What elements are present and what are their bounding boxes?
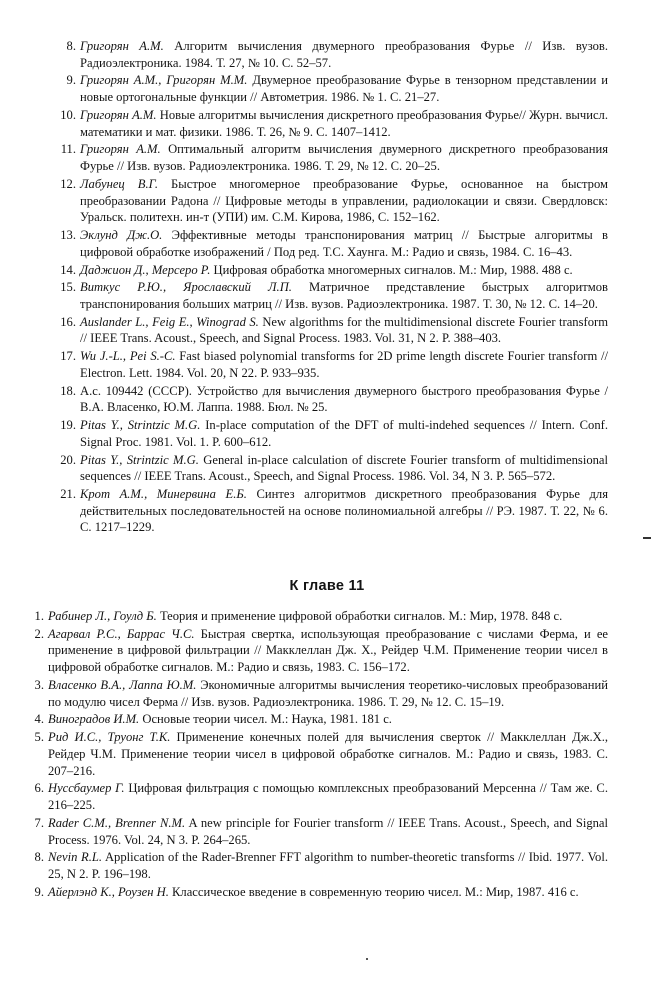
reference-authors: Крот А.М., Минервина Е.Б. — [80, 487, 247, 502]
reference-text: Эффективные методы транспонирования матриц // Быстрые алгоритмы в цифровой обработке изображений / Под ред. Т.С. Хаунга. М.: Радио и связь, 1984. С. 16–43. — [80, 228, 608, 259]
reference-item — [48, 107, 608, 140]
reference-number: 19. — [60, 418, 76, 433]
reference-item — [24, 815, 608, 848]
reference-number: 13. — [60, 228, 76, 243]
reference-body — [24, 729, 608, 779]
reference-body — [24, 780, 608, 813]
reference-number: 21. — [60, 487, 76, 502]
reference-item — [48, 348, 608, 381]
reference-body — [24, 711, 608, 728]
reference-item — [24, 780, 608, 813]
reference-authors: Григорян А.М. — [80, 142, 161, 157]
reference-authors: Власенко В.А., Лаппа Ю.М. — [48, 677, 197, 692]
reference-text: Fast biased polynomial transforms for 2D prime length discrete Fourier transform // Electron. Lett. 1984. Vol. 20, N 22. P. 933–935. — [80, 349, 608, 380]
reference-text: Быстрое многомерное преобразование Фурье, основанное на быстром преобразовании Радона // Цифровые методы в управлении, радиолокации и связи. Свердловск: Уральск. политехн. ин-т (УПИ) им. С.М. Кирова, 1986, С. 152–162. — [80, 176, 608, 225]
reference-item — [24, 884, 608, 901]
reference-text: A new principle for Fourier transform // IEEE Trans. Acoust., Speech, and Signal Process. 1976. Vol. 24, N 3. P. 264–265. — [48, 815, 609, 847]
reference-text: Быстрая свертка, использующая преобразование с числами Ферма, и ее применение в цифровой фильтрации // Макклеллан Дж. Х., Рейдер Ч.М. Применение теории чисел в цифровой обработке сигналов. М.: Радио и связь, 1983. С. 156–172. — [48, 626, 608, 675]
reference-number: 15. — [60, 280, 76, 295]
reference-item — [24, 626, 608, 676]
reference-body — [24, 626, 608, 676]
reference-number: 16. — [60, 314, 76, 329]
reference-number: 4. — [34, 712, 44, 727]
reference-authors: Wu J.-L., Pei S.-C. — [80, 349, 176, 364]
reference-item — [24, 608, 608, 625]
reference-item — [48, 452, 608, 485]
reference-item — [48, 314, 608, 347]
reference-item — [24, 849, 608, 882]
reference-authors: Виткус Р.Ю., Ярославский Л.П. — [80, 280, 292, 295]
reference-item — [48, 176, 608, 226]
reference-number: 14. — [60, 262, 76, 277]
reference-body — [24, 815, 608, 848]
reference-number: 18. — [60, 383, 76, 398]
reference-authors: Эклунд Дж.О. — [80, 228, 163, 243]
reference-number: 6. — [34, 781, 44, 796]
reference-text: Application of the Rader-Brenner FFT algorithm to number-theoretic transforms // Ibid. 1977. Vol. 25, N 2. P. 196–198. — [48, 850, 608, 881]
reference-authors: Pitas Y., Strintzic M.G. — [80, 418, 201, 433]
reference-number: 9. — [34, 884, 44, 899]
reference-item — [24, 729, 608, 779]
reference-number: 7. — [34, 815, 44, 830]
reference-text: Оптимальный алгоритм вычисления двумерного дискретного преобразования Фурье // Изв. вузов. Радиоэлектроника. 1986. Т. 29, № 12. С. 20–25. — [80, 142, 608, 174]
reference-text: In-place computation of the DFT of multi-indehed sequences // Intern. Conf. Signal Proc. 1981. Vol. 1. P. 600–612. — [80, 418, 608, 449]
reference-text: New algorithms for the multidimensional discrete Fourier transform // IEEE Trans. Acoust., Speech, and Signal Process. 1983. Vol. 31, N 2. P. 388–403. — [80, 314, 608, 346]
reference-authors: Нуссбаумер Г. — [48, 781, 125, 796]
reference-text: Цифровая фильтрация с помощью комплексных преобразований Мерсенна // Там же. С. 216–225. — [48, 781, 608, 813]
reference-authors: Рабинер Л., Гоулд Б. — [48, 609, 157, 623]
reference-number: 3. — [34, 677, 44, 692]
reference-authors: Pitas Y., Strintzic M.G. — [80, 452, 199, 467]
reference-authors: Агарвал Р.С., Баррас Ч.С. — [48, 626, 195, 641]
reference-number: 20. — [60, 452, 76, 467]
reference-authors: Лабунец В.Г. — [80, 176, 158, 191]
reference-text: Алгоритм вычисления двумерного преобразования Фурье // Изв. вузов. Радиоэлектроника. 1984. Т. 27, № 10. С. 52–57. — [80, 39, 608, 70]
reference-body — [24, 608, 608, 625]
reference-authors: Даджион Д., Мерсеро Р. — [80, 262, 211, 277]
reference-text: Классическое введение в современную теорию чисел. М.: Мир, 1987. 416 с. — [168, 884, 579, 899]
reference-text: Матричное представление быстрых алгоритмов транспонирования больших матриц // Изв. вузов. Радиоэлектроника. 1987. Т. 30, № 12. С. 14–20. — [80, 280, 608, 311]
reference-item — [48, 279, 608, 312]
reference-body — [24, 849, 608, 882]
reference-authors: Рид И.С., Труонг Т.К. — [48, 730, 171, 745]
reference-item — [48, 417, 608, 450]
reference-text: Применение конечных полей для вычисления сверток // Макклеллан Дж.Х., Рейдер Ч.М. Применение теории чисел в цифровой обработке сигналов. М.: Радио и связь, 1983. С. 207–216. — [48, 730, 608, 778]
reference-list-chapter-10 — [48, 38, 608, 537]
reference-number: 5. — [34, 730, 44, 745]
reference-text: Экономичные алгоритмы вычисления теоретико-числовых преобразований по модулю чисел Ферма // Изв. вузов. Радиоэлектроника. 1986. Т. 29, № 12. С. 15–19. — [48, 677, 608, 709]
reference-number: 9. — [66, 73, 76, 88]
reference-item — [48, 38, 608, 71]
margin-mark — [643, 537, 651, 539]
reference-number: 12. — [60, 176, 76, 191]
reference-authors: Auslander L., Feig E., Winograd S. — [80, 314, 259, 329]
reference-number: 2. — [34, 626, 44, 641]
reference-text: Цифровая обработка многомерных сигналов. М.: Мир, 1988. 488 с. — [210, 262, 573, 277]
reference-number: 8. — [34, 850, 44, 865]
reference-list-chapter-11 — [34, 608, 609, 902]
reference-item — [48, 262, 608, 279]
reference-number: 11. — [60, 142, 76, 157]
reference-text: Синтез алгоритмов дискретного преобразования Фурье для действительных последовательностей на основе полиномиальной алгебры // РЭ. 1987. Т. 22, № 6. С. 1217–1229. — [80, 487, 608, 535]
reference-text: Двумерное преобразование Фурье в тензорном представлении и новые ортогональные функции // Автометрия. 1986. № 1. С. 21–27. — [80, 73, 608, 105]
reference-item — [24, 677, 608, 710]
reference-item — [48, 486, 608, 536]
reference-item — [48, 227, 608, 260]
margin-dot — [366, 958, 368, 960]
reference-number: 17. — [60, 349, 76, 364]
reference-number: 1. — [34, 609, 44, 623]
reference-item — [48, 72, 608, 105]
reference-item — [48, 141, 608, 174]
reference-authors: Григорян А.М., Григорян М.М. — [80, 73, 248, 88]
reference-number: 8. — [66, 39, 76, 53]
reference-body — [24, 884, 608, 901]
reference-item — [48, 383, 608, 416]
reference-text: А.с. 109442 (СССР). Устройство для вычисления двумерного быстрого преобразования Фурье / В.А. Власенко, Ю.М. Лаппа. 1988. Бюл. № 25. — [80, 383, 608, 415]
reference-authors: Айерлэнд К., Роузен Н. — [48, 884, 169, 899]
reference-number: 10. — [60, 107, 76, 122]
reference-authors: Григорян А.М. — [80, 39, 164, 53]
reference-authors: Rader C.M., Brenner N.M. — [48, 815, 186, 830]
reference-authors: Григорян А.М. — [80, 107, 157, 122]
reference-text: General in-place calculation of discrete Fourier transform of multidimensional sequences // IEEE Trans. Acoust., Speech, and Signal Process. 1986. Vol. 34, N 3. P. 565–572. — [80, 452, 608, 484]
reference-text: Теория и применение цифровой обработки сигналов. М.: Мир, 1978. 848 с. — [156, 609, 563, 623]
reference-text: Основые теории чисел. М.: Наука, 1981. 181 с. — [139, 712, 392, 727]
reference-item — [24, 711, 608, 728]
reference-text: Новые алгоритмы вычисления дискретного преобразования Фурье// Журн. вычисл. математики и мат. физики. 1986. Т. 26, № 9. С. 1407–1412. — [80, 107, 608, 139]
reference-body — [24, 677, 608, 710]
reference-authors: Nevin R.L. — [48, 850, 103, 865]
chapter-heading: К главе 11 — [289, 578, 365, 594]
reference-authors: Виноградов И.М. — [48, 712, 140, 727]
